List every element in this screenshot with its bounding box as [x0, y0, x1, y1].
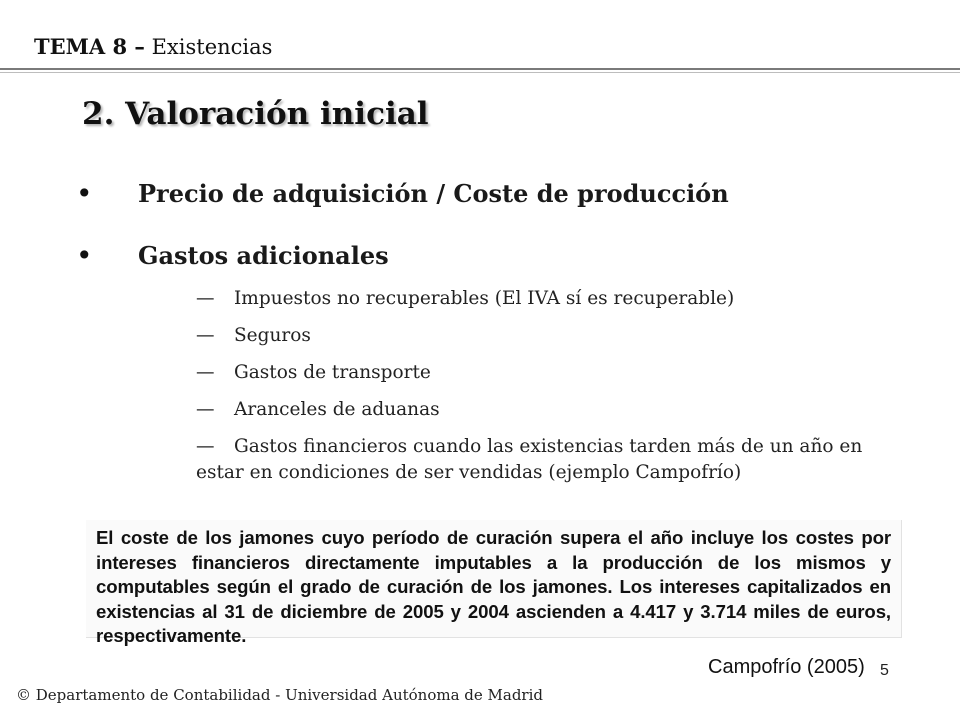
slide-header — [34, 34, 272, 59]
dash-marker: — — [196, 362, 215, 383]
quote-excerpt-box — [86, 520, 902, 646]
sub-list-item — [196, 397, 896, 423]
sub-list-item — [196, 434, 896, 486]
dash-marker: — — [196, 288, 215, 309]
sub-item-text: Gastos de transporte — [234, 362, 431, 383]
header-divider — [0, 68, 960, 70]
sub-list-item — [196, 323, 896, 349]
bullet-icon: • — [76, 177, 93, 210]
quote-text: El coste de los jamones cuyo período de curación supera el año incluye los costes por intereses financieros directamente imputables a la producción de los mismos y computables según el grado de curación de los jamones. Los intereses capitalizados en existencias al 31 de diciembre de 2005 y 2004 ascienden a 4.417 y 3.714 miles de euros, respectivamente. — [96, 527, 891, 646]
sub-list-item — [196, 360, 896, 386]
source-caption: Campofrío (2005) — [708, 656, 865, 678]
topic-name: Existencias — [151, 35, 273, 59]
sub-item-text: Impuestos no recuperables (El IVA sí es recuperable) — [234, 288, 735, 309]
dash-marker: — — [196, 436, 215, 457]
footer-copyright: © Departamento de Contabilidad - Universidad Autónoma de Madrid — [16, 686, 544, 704]
topic-label: TEMA 8 – — [34, 34, 145, 59]
dash-marker: — — [196, 325, 215, 346]
sub-item-text: Gastos financieros cuando las existencias tarden más de un año en estar en condiciones de ser vendidas (ejemplo Campofrío) — [196, 436, 863, 483]
bullet-icon: • — [76, 239, 93, 272]
sub-list — [196, 286, 896, 497]
section-title: 2. Valoración inicial — [82, 96, 429, 132]
header-divider-thin — [0, 72, 960, 73]
sub-list-item — [196, 286, 896, 312]
sub-item-text: Aranceles de aduanas — [234, 399, 440, 420]
page-number: 5 — [880, 662, 889, 679]
bullet-text: Gastos adicionales — [138, 241, 389, 270]
dash-marker: — — [196, 399, 215, 420]
bullet-text: Precio de adquisición / Coste de producción — [138, 179, 729, 208]
sub-item-text: Seguros — [234, 325, 311, 346]
